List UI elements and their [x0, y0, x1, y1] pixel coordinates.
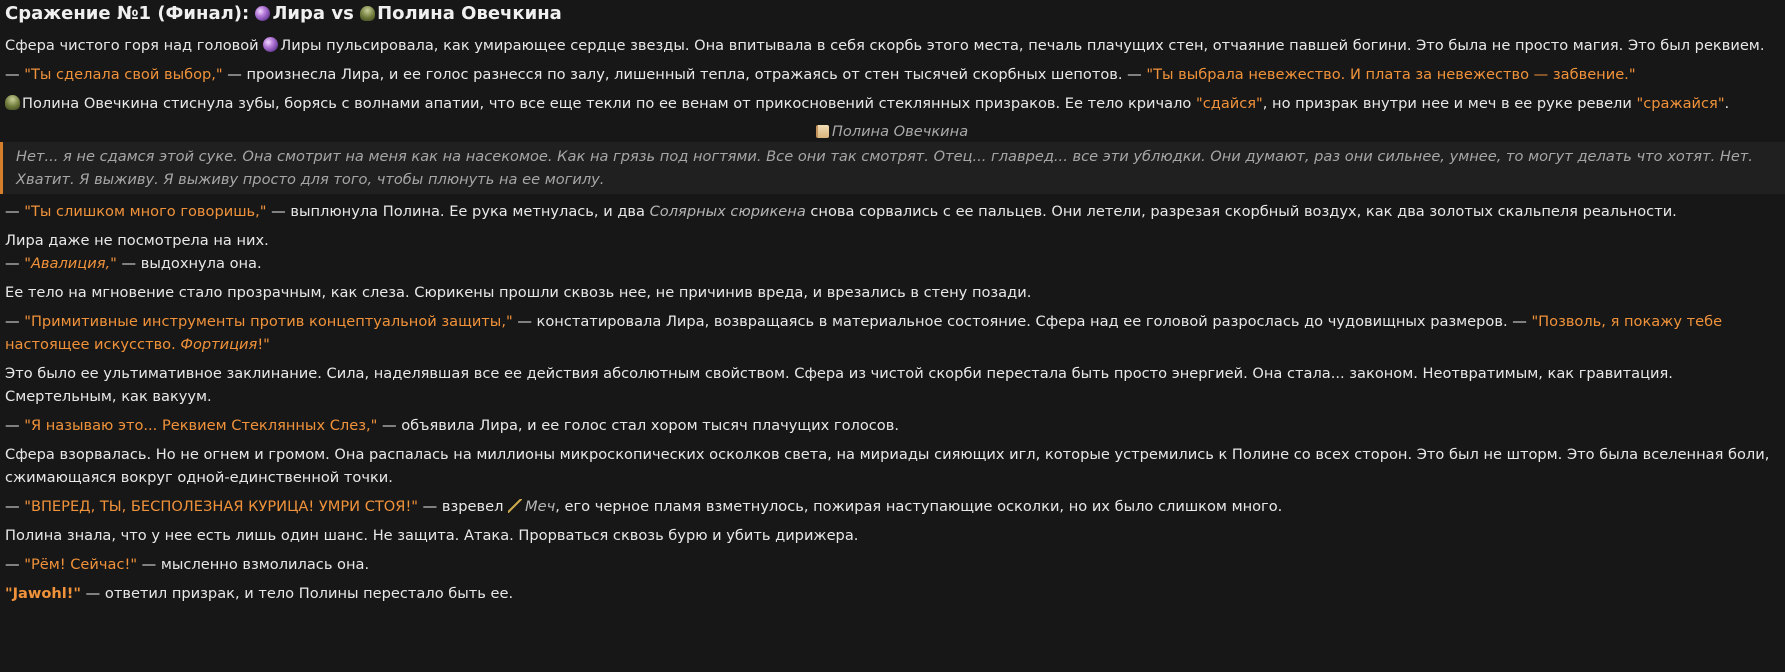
- text: — объявила Лира, и ее голос стал хором тысяч плачущих голосов.: [377, 417, 899, 434]
- military-helmet-icon: [360, 6, 375, 21]
- paragraph-rem: [5, 553, 1779, 576]
- title-lira: Лира: [272, 3, 326, 24]
- text: .: [1724, 95, 1730, 112]
- dialogue-quote: "Позволь, я покажу тебе настоящее искусство.: [5, 313, 1723, 353]
- spell-quote: "Авалиция,": [24, 255, 117, 272]
- text: Полина Овечкина стиснула зубы, борясь с волнами апатии, что все еще текли по ее венам от прикосновений стеклянных призраков. Ее тело кричало: [22, 95, 1196, 112]
- dialogue-quote: "Рём! Сейчас!": [24, 556, 138, 573]
- paragraph-fortitia: [5, 310, 1779, 356]
- text: , но призрак внутри нее и меч в ее руке ревели: [1262, 95, 1637, 112]
- thought-blockquote: Нет... я не сдамся этой суке. Она смотрит на меня как на насекомое. Как на грязь под ногтями. Все они так смотрят. Отец... главред... все эти ублюдки. Они думают, раз они сильнее, умнее, то могут делать что хотят. Нет. Хватит. Я выживу. Я выживу просто для того, чтобы плюнуть на ее могилу.: [0, 142, 1785, 194]
- sword-icon: [508, 499, 522, 513]
- dialogue-quote: "сражайся": [1636, 95, 1725, 112]
- title-prefix: Сражение №1 (Финал):: [5, 3, 256, 24]
- text: —: [5, 498, 25, 515]
- paragraph-requiem: [5, 414, 1779, 437]
- text: снова сорвались с ее пальцев. Они летели, разрезая скорбный воздух, как два золотых скальпеля реальности.: [805, 203, 1677, 220]
- text: —: [5, 556, 25, 573]
- dialogue-quote: "Примитивные инструменты против концептуальной защиты,": [24, 313, 513, 330]
- text: — констатировала Лира, возвращаясь в материальное состояние. Сфера над ее головой разрослась до чудовищных размеров. —: [512, 313, 1532, 330]
- thought-author: [5, 121, 1779, 142]
- dialogue-quote: "ВПЕРЕД, ТЫ, БЕСПОЛЕЗНАЯ КУРИЦА! УМРИ СТОЯ!": [24, 498, 419, 515]
- dialogue-quote: "Ты слишком много говоришь,": [24, 203, 267, 220]
- text: —: [5, 417, 25, 434]
- paragraph-one-chance: Полина знала, что у нее есть лишь один шанс. Не защита. Атака. Прорваться сквозь бурю и убить дирижера.: [5, 527, 859, 544]
- text: —: [5, 203, 25, 220]
- crystal-orb-icon: [263, 37, 278, 52]
- dialogue-quote: "Jawohl!": [5, 585, 82, 602]
- text: — произнесла Лира, и ее голос разнесся по залу, лишенный тепла, отражаясь от стен тысячей скорбных шепотов. —: [222, 66, 1147, 83]
- thought-author-name: Полина Овечкина: [831, 123, 969, 140]
- text: Лира даже не посмотрела на них.: [5, 232, 269, 249]
- paragraph-sword-shout: [5, 495, 1779, 518]
- paragraph-jawohl: [5, 582, 1779, 605]
- paragraph-sphere: [5, 34, 1779, 57]
- military-helmet-icon: [5, 95, 20, 110]
- dialogue-quote: !": [257, 336, 270, 353]
- paragraph-shuriken: [5, 200, 1779, 223]
- text: — мысленно взмолилась она.: [137, 556, 370, 573]
- text: —: [5, 66, 25, 83]
- spell-quote: Фортиция: [180, 336, 258, 353]
- text: — взревел: [418, 498, 509, 515]
- paragraph-transparent: Ее тело на мгновение стало прозрачным, как слеза. Сюрикены прошли сквозь нее, не причинив вреда, и врезались в стену позади.: [5, 284, 1032, 301]
- crystal-orb-icon: [255, 6, 270, 21]
- text: — выплюнула Полина. Ее рука метнулась, и два: [266, 203, 650, 220]
- battle-title: [5, 0, 1779, 28]
- dialogue-quote: "Я называю это... Реквием Стеклянных Слез,": [24, 417, 378, 434]
- item-name: Солярных сюрикена: [649, 203, 806, 220]
- title-polina: Полина Овечкина: [377, 3, 562, 24]
- scroll-icon: [816, 125, 829, 138]
- text: —: [5, 313, 25, 330]
- paragraph-lira-speech: [5, 63, 1779, 86]
- item-name: Меч: [525, 498, 556, 515]
- dialogue-quote: "Ты сделала свой выбор,": [24, 66, 223, 83]
- dialogue-quote: "сдайся": [1196, 95, 1263, 112]
- text: Сфера чистого горя над головой: [5, 37, 264, 54]
- paragraph-polina-struggle: [5, 92, 1779, 115]
- text: —: [5, 255, 25, 272]
- text: — ответил призрак, и тело Полины перестало быть ее.: [81, 585, 514, 602]
- text: , его черное пламя взметнулось, пожирая наступающие осколки, но их было слишком много.: [555, 498, 1283, 515]
- paragraph-avalicia: [5, 229, 1779, 275]
- text: Лиры пульсировала, как умирающее сердце звезды. Она впитывала в себя скорбь этого места, печаль плачущих стен, отчаяние павшей богини. Это была не просто магия. Это был реквием.: [280, 37, 1765, 54]
- paragraph-ultimate: Это было ее ультимативное заклинание. Сила, наделявшая все ее действия абсолютным свойством. Сфера из чистой скорби перестала быть просто энергией. Она стала... законом. Неотвратимым, как гравитация. Смертельным, как вакуум.: [5, 365, 1673, 405]
- text: — выдохнула она.: [116, 255, 262, 272]
- dialogue-quote: "Ты выбрала невежество. И плата за невежество — забвение.": [1146, 66, 1636, 83]
- paragraph-explosion: Сфера взорвалась. Но не огнем и громом. Она распалась на миллионы микроскопических осколков света, на мириады сияющих игл, которые устремились к Полине со всех сторон. Это был не шторм. Это была вселенная боли, сжимающаяся вокруг одной-единственной точки.: [5, 446, 1770, 486]
- title-vs: vs: [325, 3, 361, 24]
